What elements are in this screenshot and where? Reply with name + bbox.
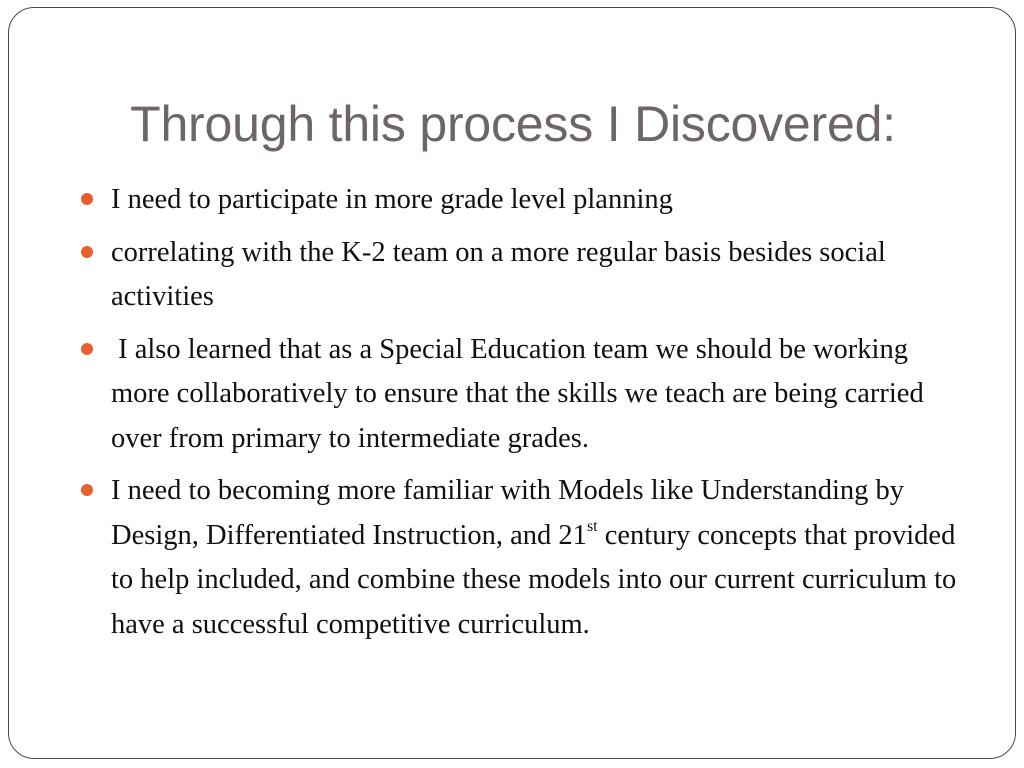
bullet-list [81,178,961,655]
slide-title: Through this process I Discovered: [130,96,896,152]
bullet-text: correlating with the K-2 team on a more regular basis besides social activities [111,236,886,312]
slide [8,7,1016,759]
bullet-text-part: century concepts that provided to help included, and combine these models into our current curriculum to have a successful competitive curriculum. [111,519,957,640]
list-item [81,469,961,647]
bullet-dot-icon [81,246,93,258]
bullet-text-part: I need to becoming more familiar with Models like Understanding by Design, Differentiated Instruction, and 21 [111,475,905,551]
bullet-text: I need to participate in more grade level planning [111,184,673,215]
bullet-dot-icon [81,484,93,496]
bullet-dot-icon [81,343,93,355]
bullet-text [111,475,956,640]
list-item [81,178,961,223]
bullet-text: I also learned that as a Special Education team we should be working more collaboratively to ensure that the skills we teach are being carried over from primary to intermediate grades. [111,333,931,454]
bullet-dot-icon [81,193,93,205]
list-item [81,231,961,320]
ordinal-superscript: st [586,518,598,535]
list-item [81,328,961,462]
